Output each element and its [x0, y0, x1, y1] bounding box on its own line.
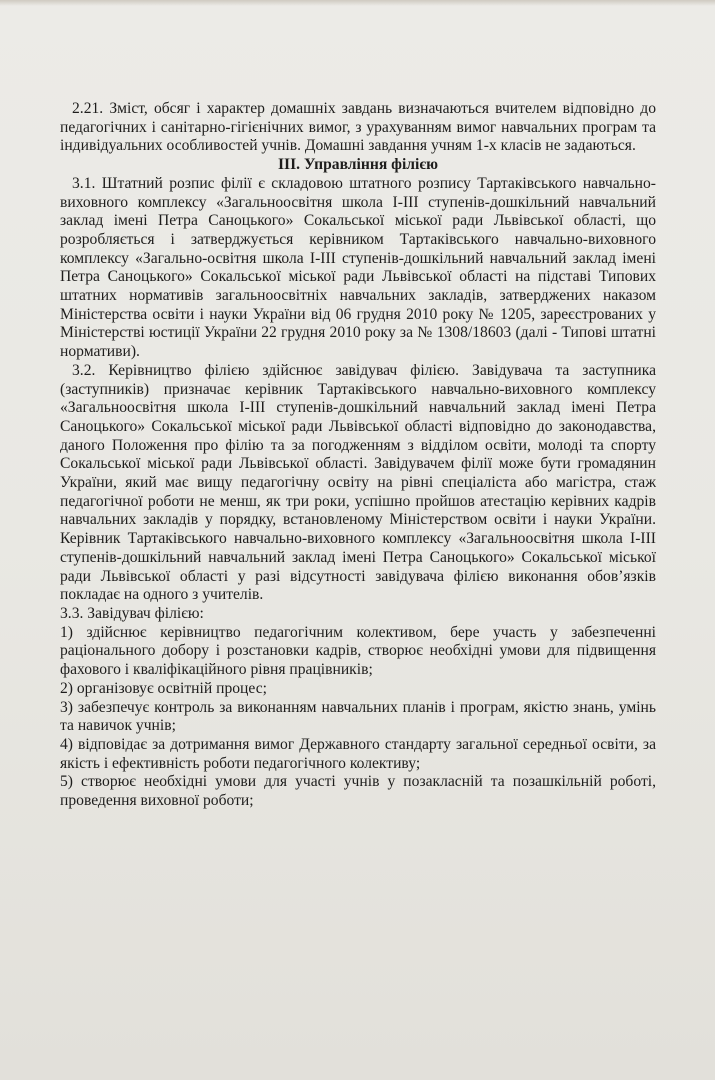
page-top-edge	[0, 0, 715, 6]
list-item-3-3-3: 3) забезпечує контроль за виконанням навчальних планів і програм, якістю знань, умінь та навичок учнів;	[60, 698, 656, 735]
list-item-3-3-4: 4) відповідає за дотримання вимог Державного стандарту загальної середньої освіти, за якість і ефективність роботи педагогічного колективу;	[60, 735, 656, 772]
list-item-3-3-5: 5) створює необхідні умови для участі учнів у позакласній та позашкільній роботі, проведення виховної роботи;	[60, 773, 656, 810]
paragraph-2-21: 2.21. Зміст, обсяг і характер домашніх завдань визначаються вчителем відповідно до педагогічних і санітарно-гігієнічних вимог, з урахуванням вимог навчальних програм та індивідуальних особливостей учнів. Домашні завдання учням 1-х класів не задаються.	[60, 100, 656, 155]
section-3-heading: III. Управління філією	[277, 156, 439, 174]
paragraph-3-2: 3.2. Керівництво філією здійснює завідувач філією. Завідувача та заступника (заступників) призначає керівник Тартаківського навчально-виховного комплексу «Загальноосвітня школа І-ІІІ ступенів-дошкільний навчальний заклад імені Петра Саноцького» Сокальської міської ради Львівської області відповідно до законодавства, даного Положення про філію та за погодженням з відділом освіти, молоді та спорту Сокальської міської ради Львівської області. Завідувачем філії може бути громадянин України, який має вищу педагогічну освіту на рівні спеціаліста або магістра, стаж педагогічної роботи не менш, як три роки, успішно пройшов атестацію керівних кадрів навчальних закладів у порядку, встановленому Міністерством освіти і науки України. Керівник Тартаківського навчально-виховного комплексу «Загальноосвітня школа І-ІІІ ступенів-дошкільний навчальний заклад імені Петра Саноцького» Сокальської міської ради Львівської області у разі відсутності завідувача філією виконання обов’язків покладає на одного з учителів.	[60, 361, 656, 604]
paragraph-3-3-intro: 3.3. Завідувач філією:	[60, 604, 204, 622]
document-body	[60, 100, 656, 811]
list-item-3-3-2: 2) організовує освітній процес;	[60, 679, 267, 697]
paragraph-3-1: 3.1. Штатний розпис філії є складовою штатного розпису Тартаківського навчально-виховного комплексу «Загальноосвітня школа І-ІІІ ступенів-дошкільний навчальний заклад імені Петра Саноцького» Сокальської міської ради Львівської області, що розробляється і затверджується керівником Тартаківського навчально-виховного комплексу «Загально-освітня школа І-ІІІ ступенів-дошкільний навчальний заклад імені Петра Саноцького» Сокальської міської ради Львівської області на підставі Типових штатних нормативів загальноосвітніх навчальних закладів, затверджених наказом Міністерства освіти і науки України від 06 грудня 2010 року № 1205, зареєстрованих у Міністерстві юстиції України 22 грудня 2010 року за № 1308/18603 (далі - Типові штатні нормативи).	[60, 174, 656, 361]
list-item-3-3-1: 1) здійснює керівництво педагогічним колективом, бере участь у забезпеченні раціонального добору і розстановки кадрів, створює необхідні умови для підвищення фахового і кваліфікаційного рівня працівників;	[60, 623, 656, 679]
